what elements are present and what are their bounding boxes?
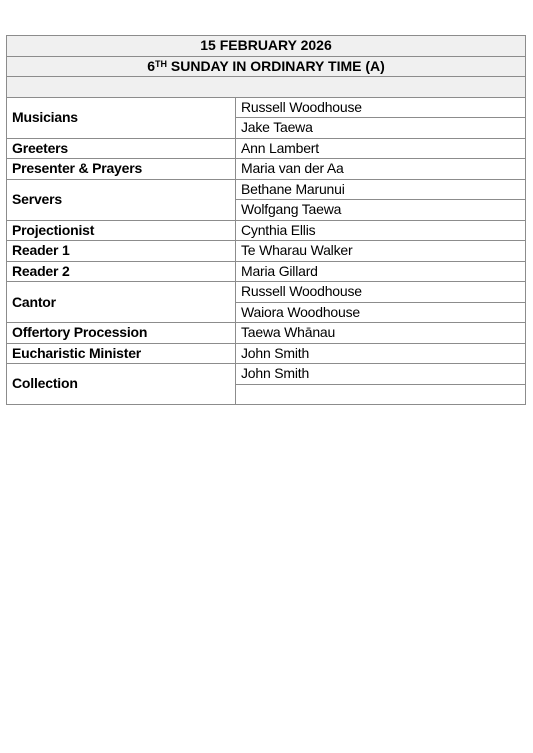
- role-cell: Reader 2: [7, 261, 236, 282]
- role-cell: Eucharistic Minister: [7, 343, 236, 364]
- person-cell: Wolfgang Taewa: [236, 200, 526, 221]
- roster-row: [7, 323, 526, 344]
- role-cell: Offertory Procession: [7, 323, 236, 344]
- person-cell: Russell Woodhouse: [236, 282, 526, 303]
- roster-row: [7, 241, 526, 262]
- roster-row: [7, 282, 526, 303]
- person-cell: Jake Taewa: [236, 118, 526, 139]
- person-cell: Cynthia Ellis: [236, 220, 526, 241]
- roster-row: [7, 159, 526, 180]
- roster-row: [7, 138, 526, 159]
- roster-row: [7, 179, 526, 200]
- role-cell: Projectionist: [7, 220, 236, 241]
- roster-row: [7, 343, 526, 364]
- spacer-cell: [7, 77, 526, 98]
- role-cell: Musicians: [7, 97, 236, 138]
- roster-row: [7, 364, 526, 385]
- role-cell: Servers: [7, 179, 236, 220]
- person-cell: Russell Woodhouse: [236, 97, 526, 118]
- person-cell: Te Wharau Walker: [236, 241, 526, 262]
- person-cell: Bethane Marunui: [236, 179, 526, 200]
- role-cell: Greeters: [7, 138, 236, 159]
- header-occasion: [7, 56, 526, 77]
- header-date-row: [7, 36, 526, 57]
- role-cell: Collection: [7, 364, 236, 405]
- occasion-number: 6: [147, 57, 155, 74]
- roster-table: [6, 35, 526, 405]
- spacer-row: [7, 77, 526, 98]
- person-cell: Taewa Whānau: [236, 323, 526, 344]
- roster-row: [7, 220, 526, 241]
- roster-body: [7, 36, 526, 405]
- role-cell: Reader 1: [7, 241, 236, 262]
- roster-row: [7, 261, 526, 282]
- person-cell: Waiora Woodhouse: [236, 302, 526, 323]
- person-cell: John Smith: [236, 364, 526, 385]
- person-cell: Maria van der Aa: [236, 159, 526, 180]
- occasion-title: SUNDAY IN ORDINARY TIME (A): [167, 57, 385, 74]
- occasion-suffix: TH: [155, 58, 167, 69]
- role-cell: Cantor: [7, 282, 236, 323]
- person-cell: John Smith: [236, 343, 526, 364]
- role-cell: Presenter & Prayers: [7, 159, 236, 180]
- header-occasion-row: [7, 56, 526, 77]
- roster-row: [7, 97, 526, 118]
- header-date: 15 FEBRUARY 2026: [7, 36, 526, 57]
- person-cell: Ann Lambert: [236, 138, 526, 159]
- person-cell: Maria Gillard: [236, 261, 526, 282]
- person-cell: [236, 384, 526, 404]
